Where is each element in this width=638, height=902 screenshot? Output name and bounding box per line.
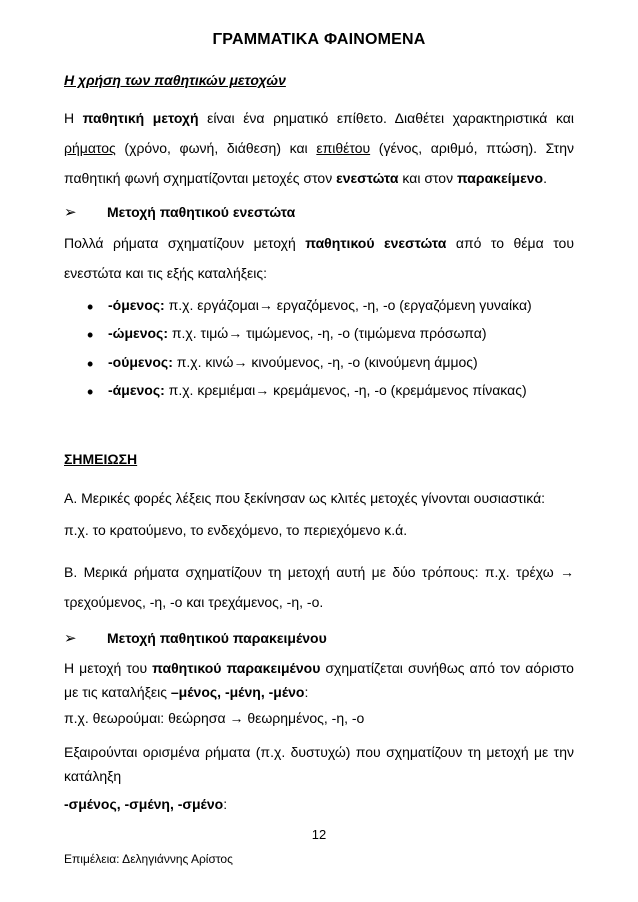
arrow-icon: → (560, 564, 574, 580)
perfect-paragraph: Η μετοχή του παθητικού παρακειμένου σχηματίζεται συνήθως από τον αόριστο με τις καταλήξεις –μένος, -μένη, -μένο: (64, 660, 574, 700)
arrow-icon: → (229, 710, 244, 726)
page-number: 12 (311, 827, 327, 842)
perfect-heading: Μετοχή παθητικού παρακειμένου (107, 630, 327, 646)
section-marker-icon: ➢ (64, 630, 77, 647)
arrow-icon: → (228, 325, 243, 341)
note-b-line1: Β. Μερικά ρήματα σχηματίζουν τη μετοχή αυτή με δύο τρόπους: π.χ. τρέχω → (64, 564, 574, 580)
perfect-exception: Εξαιρούνται ορισμένα ρήματα (π.χ. δυστυχώ) που σχηματίζουν τη μετοχή με την κατάληξη (64, 744, 574, 784)
present-paragraph: Πολλά ρήματα σχηματίζουν μετοχή παθητικού ενεστώτα από το θέμα του ενεστώτα και τις εξής καταλήξεις: (64, 235, 574, 281)
footer-credit: Επιμέλεια: Δεληγιάννης Αρίστος (64, 852, 233, 866)
list-item: -άμενος: π.χ. κρεμιέμαι→ κρεμάμενος, -η, -ο (κρεμάμενος πίνακας) (108, 382, 527, 398)
intro-paragraph: Η παθητική μετοχή είναι ένα ρηματικό επίθετο. Διαθέτει χαρακτηριστικά και ρήματος (χρόνο, φωνή, διάθεση) και επιθέτου (γένος, αριθμό, πτώση). Στην παθητική φωνή σχηματίζονται μετοχές στον ενεστώτα και στον παρακείμενο. (64, 110, 574, 186)
arrow-icon: → (258, 297, 273, 313)
page-title: ΓΡΑΜΜΑΤΙΚΑ ΦΑΙΝΟΜΕΝΑ (212, 31, 426, 48)
note-a-example: π.χ. το κρατούμενο, το ενδεχόμενο, το περιεχόμενο κ.ά. (64, 522, 408, 538)
note-b-line2: τρεχούμενος, -η, -ο και τρεχάμενος, -η, -ο. (64, 594, 324, 610)
note-a: Α. Μερικές φορές λέξεις που ξεκίνησαν ως κλιτές μετοχές γίνονται ουσιαστικά: (64, 490, 546, 506)
perfect-endings: -σμένος, -σμένη, -σμένο: (64, 796, 228, 812)
perfect-example: π.χ. θεωρούμαι: θεώρησα → θεωρημένος, -η, -ο (64, 710, 365, 726)
section-heading: Η χρήση των παθητικών μετοχών (64, 72, 286, 88)
present-heading: Μετοχή παθητικού ενεστώτα (107, 204, 296, 220)
bullet-icon: • (87, 297, 94, 317)
list-item: -ώμενος: π.χ. τιμώ→ τιμώμενος, -η, -ο (τιμώμενα πρόσωπα) (108, 325, 487, 341)
bullet-icon: • (87, 382, 94, 402)
bullet-icon: • (87, 325, 94, 345)
list-item: -ούμενος: π.χ. κινώ→ κινούμενος, -η, -ο (κινούμενη άμμος) (108, 354, 478, 370)
arrow-icon: → (233, 354, 248, 370)
bullet-icon: • (87, 354, 94, 374)
arrow-icon: → (255, 382, 270, 398)
section-marker-icon: ➢ (64, 204, 77, 221)
note-heading: ΣΗΜΕΙΩΣΗ (64, 451, 138, 467)
list-item: -όμενος: π.χ. εργάζομαι→ εργαζόμενος, -η, -ο (εργαζόμενη γυναίκα) (108, 297, 532, 313)
